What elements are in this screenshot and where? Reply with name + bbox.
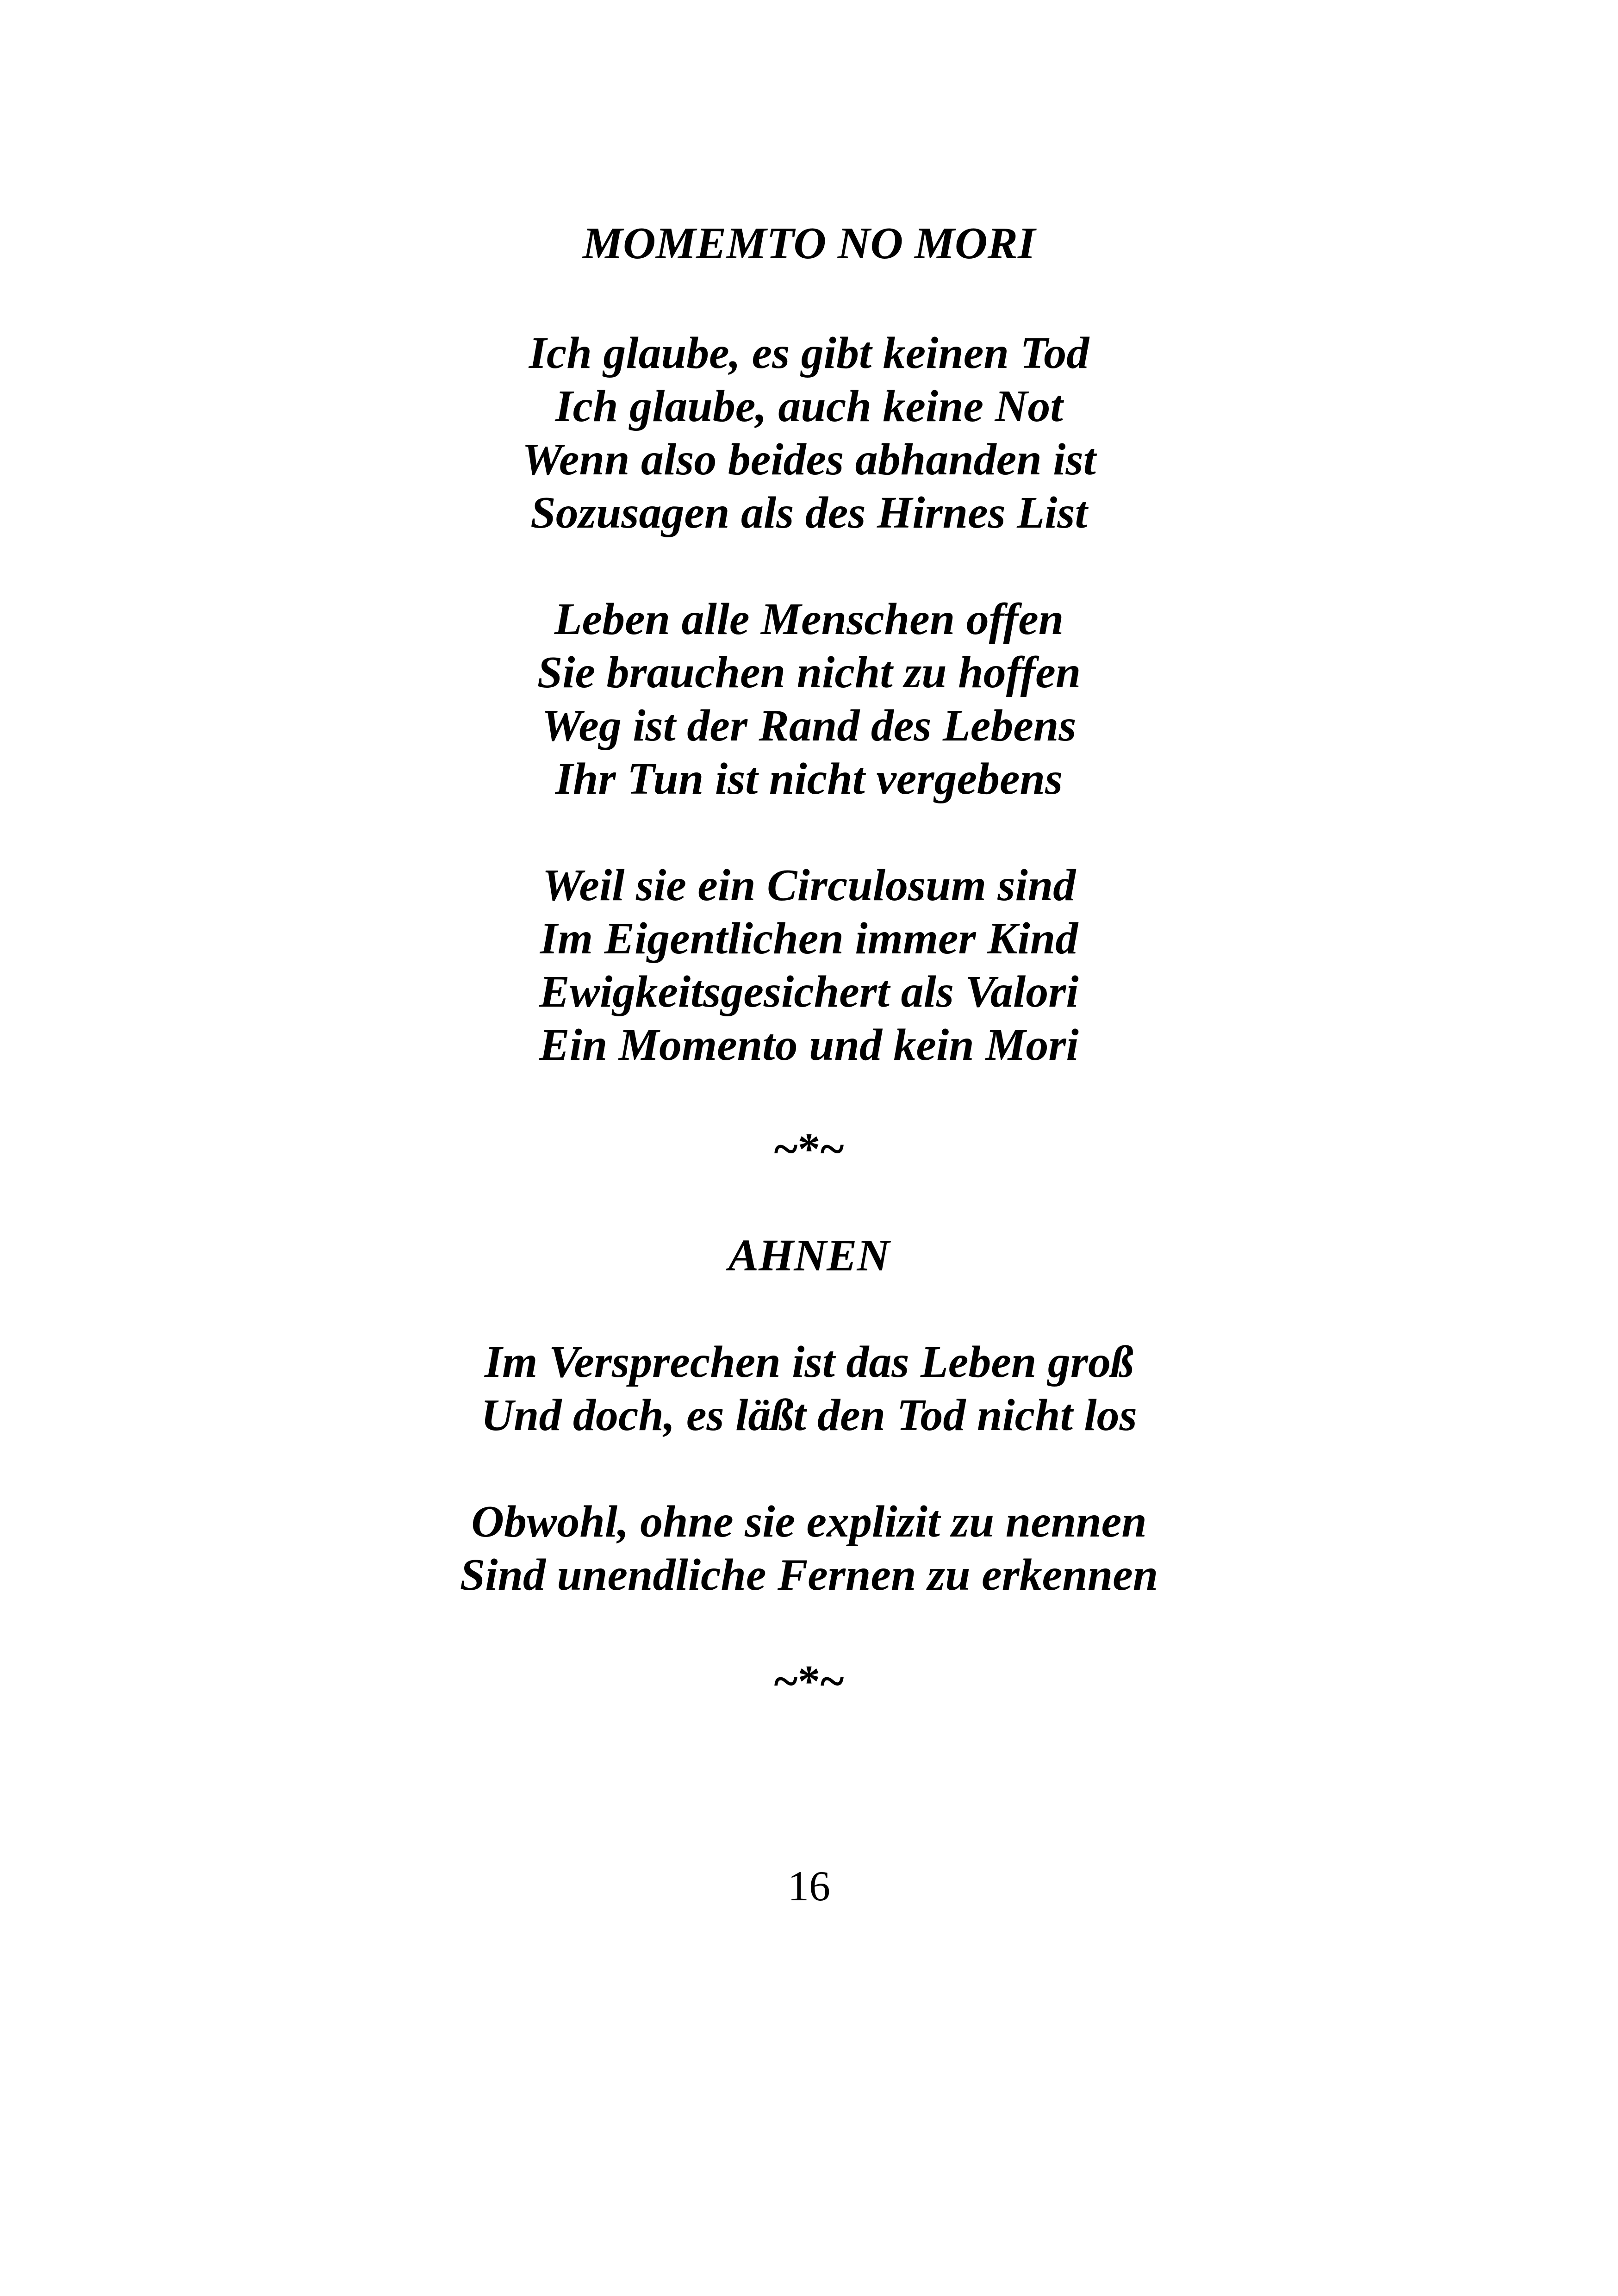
poem-title: AHNEN xyxy=(728,1231,890,1281)
poem-line: Leben alle Menschen offen xyxy=(554,594,1064,644)
poem-line: Obwohl, ohne sie explizit zu nennen xyxy=(471,1497,1147,1547)
poem-line: Ein Momento und kein Mori xyxy=(539,1020,1079,1070)
poem-line: Ewigkeitsgesichert als Valori xyxy=(539,967,1079,1017)
poem-line: Ihr Tun ist nicht vergebens xyxy=(555,754,1063,804)
poem-line: Weg ist der Rand des Lebens xyxy=(541,701,1077,751)
poem-line: Ich glaube, auch keine Not xyxy=(555,381,1063,431)
poem-line: Im Versprechen ist das Leben groß xyxy=(484,1337,1133,1387)
poem-line: Sind unendliche Fernen zu erkennen xyxy=(460,1550,1158,1600)
poem-line: Ich glaube, es gibt keinen Tod xyxy=(529,328,1089,378)
poem-line: Sie brauchen nicht zu hoffen xyxy=(537,647,1081,697)
page-number: 16 xyxy=(788,1862,830,1910)
section-separator: ~*~ xyxy=(774,1124,844,1174)
poem-line: Sozusagen als des Hirnes List xyxy=(530,488,1088,538)
section-separator: ~*~ xyxy=(774,1656,844,1706)
poem-line: Weil sie ein Circulosum sind xyxy=(542,860,1076,910)
poem-line: Im Eigentlichen immer Kind xyxy=(540,914,1078,964)
poem-title: MOMEMTO NO MORI xyxy=(582,218,1036,268)
poem-line: Und doch, es läßt den Tod nicht los xyxy=(481,1390,1137,1440)
poem-line: Wenn also beides abhanden ist xyxy=(522,435,1096,485)
